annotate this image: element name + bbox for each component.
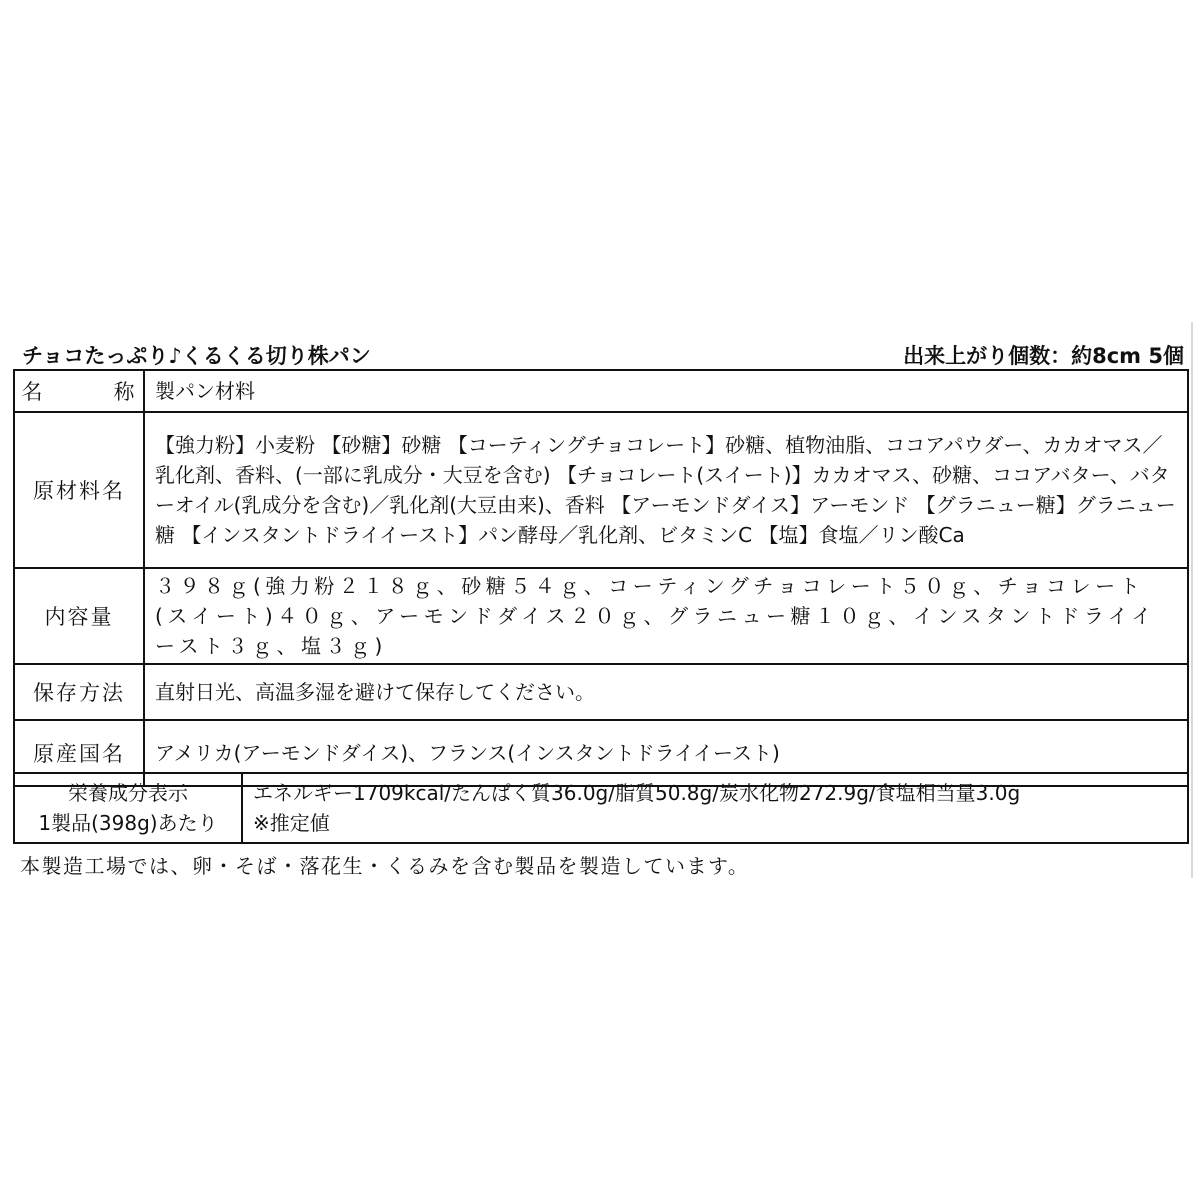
row-label-origin: 原産国名 xyxy=(14,720,144,786)
nutrition-label-line2: 1製品(398g)あたり xyxy=(38,811,218,835)
table-row xyxy=(14,412,1188,568)
header xyxy=(22,340,1184,368)
divider xyxy=(1191,322,1193,878)
nutrition-value xyxy=(242,773,1188,843)
table-row xyxy=(14,773,1188,843)
product-title: チョコたっぷり♪くるくる切り株パン xyxy=(22,344,371,368)
row-value-name: 製パン材料 xyxy=(144,370,1188,412)
nutrition-value-line2: ※推定値 xyxy=(253,811,330,835)
row-label-storage: 保存方法 xyxy=(14,664,144,720)
table-row xyxy=(14,568,1188,664)
row-value-origin: アメリカ(アーモンドダイス)、フランス(インスタントドライイースト) xyxy=(144,720,1188,786)
nutrition-table xyxy=(13,772,1189,844)
product-info-table xyxy=(13,369,1189,787)
table-row xyxy=(14,370,1188,412)
yield-info: 出来上がり個数：約8cm 5個 xyxy=(903,344,1184,368)
allergen-notice: 本製造工場では、卵・そば・落花生・くるみを含む製品を製造しています。 xyxy=(20,854,750,878)
row-label-contents: 内容量 xyxy=(14,568,144,664)
nutrition-label-line1: 栄養成分表示 xyxy=(68,781,188,805)
row-value-storage: 直射日光、高温多湿を避けて保存してください。 xyxy=(144,664,1188,720)
row-value-contents: ３９８ｇ(強力粉２１８ｇ、砂糖５４ｇ、コーティングチョコレート５０ｇ、チョコレート(スイート)４０ｇ、アーモンドダイス２０ｇ、グラニュー糖１０ｇ、インスタントドライイースト３ｇ、塩３ｇ) xyxy=(144,568,1188,664)
nutrition-label xyxy=(14,773,242,843)
row-label-ingredients: 原材料名 xyxy=(14,412,144,568)
nutrition-value-line1: エネルギー1709kcal/たんぱく質36.0g/脂質50.8g/炭水化物272.9g/食塩相当量3.0g xyxy=(253,781,1021,805)
row-label-name: 名 称 xyxy=(14,370,144,412)
table-row xyxy=(14,664,1188,720)
row-value-ingredients: 【強力粉】小麦粉 【砂糖】砂糖 【コーティングチョコレート】砂糖、植物油脂、ココアパウダー、カカオマス／乳化剤、香料、(一部に乳成分・大豆を含む) 【チョコレート(スイート)】カカオマス、砂糖、ココアバター、バターオイル(乳成分を含む)／乳化剤(大豆由来)、香料 【アーモンドダイス】アーモンド 【グラニュー糖】グラニュー糖 【インスタントドライイースト】パン酵母／乳化剤、ビタミンC 【塩】食塩／リン酸Ca xyxy=(144,412,1188,568)
